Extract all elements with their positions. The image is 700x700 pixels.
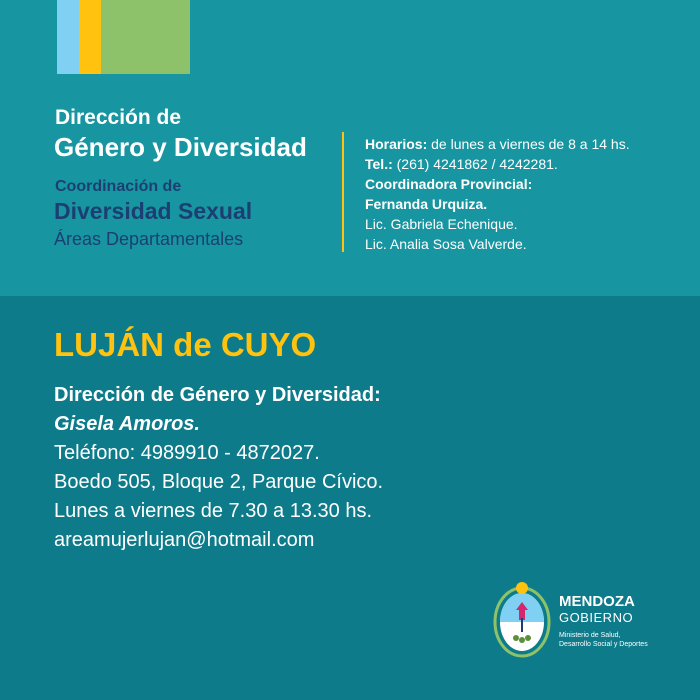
lic-1: Lic. Gabriela Echenique. — [365, 216, 518, 232]
horarios-value: de lunes a viernes de 8 a 14 hs. — [427, 136, 630, 152]
tel-row — [365, 154, 695, 174]
horarios-row — [365, 134, 695, 154]
city-title: LUJÁN de CUYO — [54, 326, 317, 363]
horarios-label: Horarios: — [365, 136, 428, 152]
office-name: Dirección de Género y Diversidad: — [54, 384, 381, 406]
address: Boedo 505, Bloque 2, Parque Cívico. — [54, 471, 384, 493]
contact-name: Gisela Amoros. — [54, 413, 200, 435]
coordinadora-name: Fernanda Urquiza. — [365, 196, 488, 212]
tel-value: (261) 4241862 / 4242281. — [392, 156, 558, 172]
header-panel — [0, 0, 700, 296]
tel-label: Tel.: — [365, 156, 393, 172]
yellow-stripe — [79, 0, 101, 74]
coordination-line-2: Diversidad Sexual — [54, 198, 253, 224]
coordination-line-3: Áreas Departamentales — [54, 229, 244, 249]
logo-gov: GOBIERNO — [559, 610, 634, 625]
coordination-line-1: Coordinación de — [55, 178, 182, 195]
location-details — [54, 381, 383, 555]
logo-ministry-line-1: Ministerio de Salud, — [559, 632, 621, 639]
green-stripe — [101, 0, 190, 74]
light-blue-stripe — [57, 0, 79, 74]
government-logo — [559, 594, 648, 649]
logo-ministry-line-2: Desarrollo Social y Deportes — [559, 641, 648, 648]
info-block — [365, 134, 695, 254]
vertical-divider — [342, 132, 344, 252]
coordinadora-label: Coordinadora Provincial: — [365, 176, 533, 192]
lic-2: Lic. Analia Sosa Valverde. — [365, 236, 527, 252]
hours: Lunes a viernes de 7.30 a 13.30 hs. — [54, 500, 373, 522]
mendoza-coat-of-arms-icon — [492, 580, 552, 658]
phone: Teléfono: 4989910 - 4872027. — [54, 442, 320, 464]
email[interactable]: areamujerlujan@hotmail.com — [54, 529, 315, 551]
logo-ministry — [559, 631, 648, 649]
logo-name: MENDOZA — [559, 593, 635, 610]
title-line-1: Dirección de — [55, 106, 182, 129]
title-line-2: Género y Diversidad — [54, 132, 307, 162]
